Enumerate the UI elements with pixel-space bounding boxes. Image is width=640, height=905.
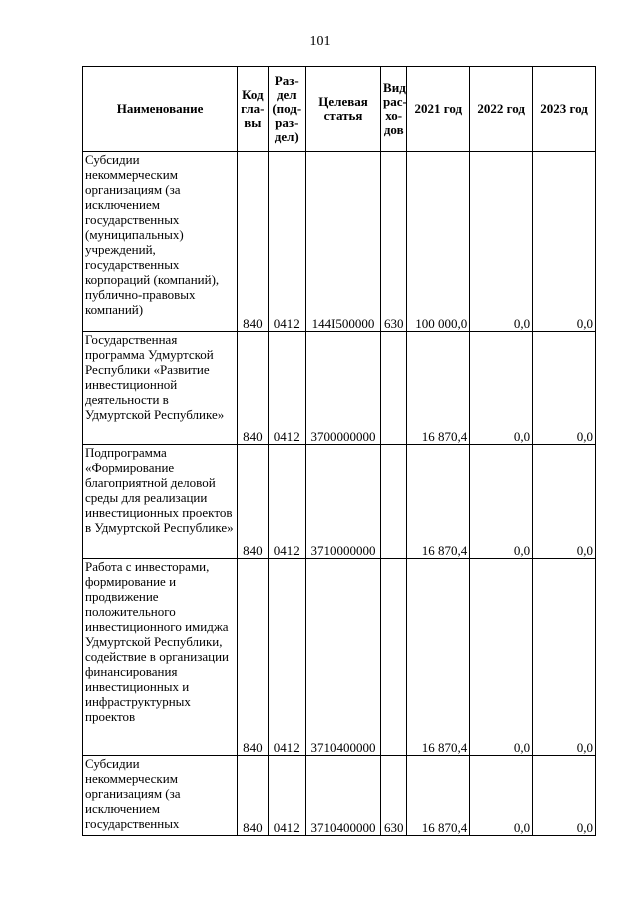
row-2022: 0,0: [470, 445, 533, 559]
header-chapter-code: Код гла-вы: [238, 67, 268, 152]
row-expense: [381, 445, 407, 559]
row-chapter: 840: [238, 152, 268, 332]
row-2022: 0,0: [470, 332, 533, 445]
row-expense: 630: [381, 152, 407, 332]
header-row: [83, 67, 596, 152]
header-target-article: Целевая статья: [306, 67, 381, 152]
page-number: 101: [309, 34, 331, 49]
row-chapter: 840: [238, 559, 268, 756]
header-expense-type: Вид рас-хо-дов: [381, 67, 407, 152]
row-expense: [381, 559, 407, 756]
row-2023: 0,0: [533, 756, 596, 836]
table-row: [83, 445, 596, 559]
row-target: 3710000000: [306, 445, 381, 559]
row-target: 144I500000: [306, 152, 381, 332]
row-chapter: 840: [238, 445, 268, 559]
row-expense: [381, 332, 407, 445]
row-2021: 100 000,0: [407, 152, 470, 332]
row-name: Государственная программа Удмуртской Республики «Развитие инвестиционной деятельности в Удмуртской Республике»: [83, 332, 238, 445]
row-2023: 0,0: [533, 559, 596, 756]
header-name: Наименование: [83, 67, 238, 152]
table-row: [83, 152, 596, 332]
row-2022: 0,0: [470, 152, 533, 332]
row-target: 3700000000: [306, 332, 381, 445]
row-2023: 0,0: [533, 152, 596, 332]
table-row: [83, 559, 596, 756]
header-2023: 2023 год: [533, 67, 596, 152]
row-chapter: 840: [238, 332, 268, 445]
budget-table: [82, 66, 596, 836]
row-name: Подпрограмма «Формирование благоприятной деловой среды для реализации инвестиционных проектов в Удмуртской Республике»: [83, 445, 238, 559]
row-section: 0412: [268, 756, 306, 836]
row-2021: 16 870,4: [407, 445, 470, 559]
table-row: [83, 756, 596, 836]
row-chapter: 840: [238, 756, 268, 836]
row-2021: 16 870,4: [407, 332, 470, 445]
row-2023: 0,0: [533, 332, 596, 445]
header-2021: 2021 год: [407, 67, 470, 152]
row-section: 0412: [268, 445, 306, 559]
row-name: Субсидии некоммерческим организациям (за исключением государственных (муниципальных) учреждений, государственных корпораций (компаний), публично-правовых компаний): [83, 152, 238, 332]
table-row: [83, 332, 596, 445]
row-section: 0412: [268, 332, 306, 445]
row-name-text: Субсидии некоммерческим организациям (за исключением государственных: [85, 756, 181, 831]
row-2022: 0,0: [470, 559, 533, 756]
row-name: [83, 756, 238, 836]
row-name: Работа с инвесторами, формирование и продвижение положительного инвестиционного имиджа Удмуртской Республики, содействие в организации финансирования инвестиционных и инфраструктурных проектов: [83, 559, 238, 756]
row-target: 3710400000: [306, 756, 381, 836]
row-2021: 16 870,4: [407, 756, 470, 836]
row-target: 3710400000: [306, 559, 381, 756]
header-2022: 2022 год: [470, 67, 533, 152]
header-section: Раз-дел (под-раз-дел): [268, 67, 306, 152]
row-2022: 0,0: [470, 756, 533, 836]
row-expense: 630: [381, 756, 407, 836]
row-section: 0412: [268, 559, 306, 756]
row-2023: 0,0: [533, 445, 596, 559]
row-section: 0412: [268, 152, 306, 332]
row-2021: 16 870,4: [407, 559, 470, 756]
